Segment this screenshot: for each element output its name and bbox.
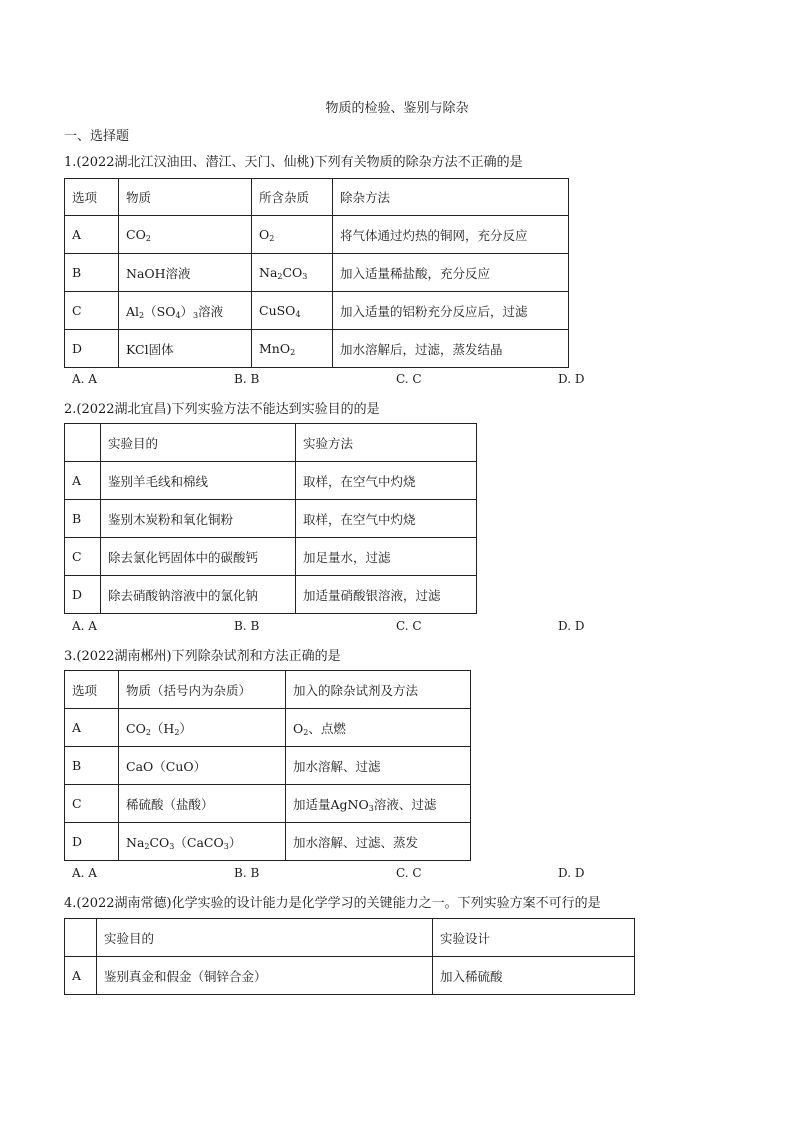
table-row (65, 254, 569, 292)
impurity-cell: CuSO$_4$ (252, 292, 333, 330)
answer-option[interactable]: D. D (558, 866, 585, 880)
question-1-stem: 1.(2022湖北江汉油田、潜江、天门、仙桃)下列有关物质的除杂方法不正确的是 (64, 155, 523, 170)
method-cell: 加入适量稀盐酸，充分反应 (333, 254, 569, 292)
table-row (65, 576, 477, 614)
table-row (65, 957, 635, 995)
method-cell: 加入适量的铝粉充分反应后，过滤 (333, 292, 569, 330)
answer-option[interactable]: C. C (396, 619, 422, 633)
question-2-table (64, 423, 477, 614)
substance-cell: KCl固体 (119, 330, 252, 368)
substance-cell: $CO_2(H_2)$ (119, 709, 286, 747)
table-row (65, 823, 471, 861)
header-cell: 实验目的 (101, 424, 296, 462)
question-4-table (64, 918, 635, 995)
question-2-options (72, 619, 592, 635)
impurity-cell: $Na_2CO_3$ (252, 254, 333, 292)
substance-cell: $Al_2(SO_4)_3$溶液 (119, 292, 252, 330)
table-row (65, 216, 569, 254)
method-cell: 将气体通过灼热的铜网，充分反应 (333, 216, 569, 254)
header-cell: 实验方法 (296, 424, 477, 462)
table-row (65, 785, 471, 823)
table-row (65, 538, 477, 576)
purpose-cell: 除去硝酸钠溶液中的氯化钠 (101, 576, 296, 614)
substance-cell: NaOH溶液 (119, 254, 252, 292)
table-row (65, 330, 569, 368)
method-cell: 加足量水，过滤 (296, 538, 477, 576)
table-row (65, 462, 477, 500)
method-cell: 加水溶解后，过滤，蒸发结晶 (333, 330, 569, 368)
answer-option[interactable]: A. A (72, 619, 97, 633)
table-header-row (65, 919, 635, 957)
header-cell: 加入的除杂试剂及方法 (286, 671, 471, 709)
method-cell: 加水溶解、过滤、蒸发 (286, 823, 471, 861)
option-cell: D (65, 576, 101, 614)
option-cell: A (65, 957, 97, 995)
method-cell: 加适量硝酸银溶液，过滤 (296, 576, 477, 614)
option-cell: B (65, 747, 119, 785)
answer-option[interactable]: C. C (396, 866, 422, 880)
question-1-table (64, 178, 569, 368)
answer-option[interactable]: D. D (558, 619, 585, 633)
header-cell: 所含杂质 (252, 179, 333, 216)
method-cell: 加水溶解、过滤 (286, 747, 471, 785)
purpose-cell: 除去氯化钙固体中的碳酸钙 (101, 538, 296, 576)
header-cell: 物质（括号内为杂质） (119, 671, 286, 709)
question-3-stem: 3.(2022湖南郴州)下列除杂试剂和方法正确的是 (64, 649, 341, 664)
header-cell: 实验目的 (97, 919, 433, 957)
table-header-row (65, 671, 471, 709)
answer-option[interactable]: D. D (558, 372, 585, 386)
answer-option[interactable]: C. C (396, 372, 422, 386)
option-cell: D (65, 330, 119, 368)
table-header-row (65, 424, 477, 462)
header-cell: 物质 (119, 179, 252, 216)
method-cell: 取样，在空气中灼烧 (296, 500, 477, 538)
method-cell: $O_2$、点燃 (286, 709, 471, 747)
table-row (65, 747, 471, 785)
section-heading: 一、选择题 (64, 129, 130, 144)
answer-option[interactable]: A. A (72, 372, 97, 386)
table-row (65, 292, 569, 330)
substance-cell: $Na_2CO_3(CaCO_3)$ (119, 823, 286, 861)
header-cell: 选项 (65, 671, 119, 709)
option-cell: B (65, 500, 101, 538)
answer-option[interactable]: B. B (234, 866, 260, 880)
option-cell: C (65, 292, 119, 330)
question-1-options (72, 372, 592, 388)
question-2-stem: 2.(2022湖北宜昌)下列实验方法不能达到实验目的的是 (64, 402, 380, 417)
purpose-cell: 鉴别木炭粉和氧化铜粉 (101, 500, 296, 538)
question-3-table (64, 670, 471, 861)
method-cell: 取样，在空气中灼烧 (296, 462, 477, 500)
option-cell: A (65, 462, 101, 500)
header-cell (65, 424, 101, 462)
option-cell: D (65, 823, 119, 861)
question-3-options (72, 866, 592, 882)
substance-cell: 稀硫酸（盐酸） (119, 785, 286, 823)
option-cell: C (65, 538, 101, 576)
answer-option[interactable]: B. B (234, 619, 260, 633)
purpose-cell: 鉴别羊毛线和棉线 (101, 462, 296, 500)
table-header-row (65, 179, 569, 216)
method-cell: 加适量AgNO$_3$溶液、过滤 (286, 785, 471, 823)
header-cell: 实验设计 (433, 919, 635, 957)
table-row (65, 709, 471, 747)
substance-cell: CaO（CuO） (119, 747, 286, 785)
option-cell: B (65, 254, 119, 292)
impurity-cell: MnO$_2$ (252, 330, 333, 368)
header-cell (65, 919, 97, 957)
answer-option[interactable]: B. B (234, 372, 260, 386)
table-row (65, 500, 477, 538)
substance-cell: $CO_2$ (119, 216, 252, 254)
method-cell: 加入稀硫酸 (433, 957, 635, 995)
question-4-stem: 4.(2022湖南常德)化学实验的设计能力是化学学习的关键能力之一。下列实验方案不可行的是 (64, 896, 601, 911)
page-title: 物质的检验、鉴别与除杂 (325, 101, 469, 116)
option-cell: A (65, 216, 119, 254)
purpose-cell: 鉴别真金和假金（铜锌合金） (97, 957, 433, 995)
answer-option[interactable]: A. A (72, 866, 97, 880)
header-cell: 除杂方法 (333, 179, 569, 216)
impurity-cell: $O_2$ (252, 216, 333, 254)
header-cell: 选项 (65, 179, 119, 216)
option-cell: A (65, 709, 119, 747)
option-cell: C (65, 785, 119, 823)
